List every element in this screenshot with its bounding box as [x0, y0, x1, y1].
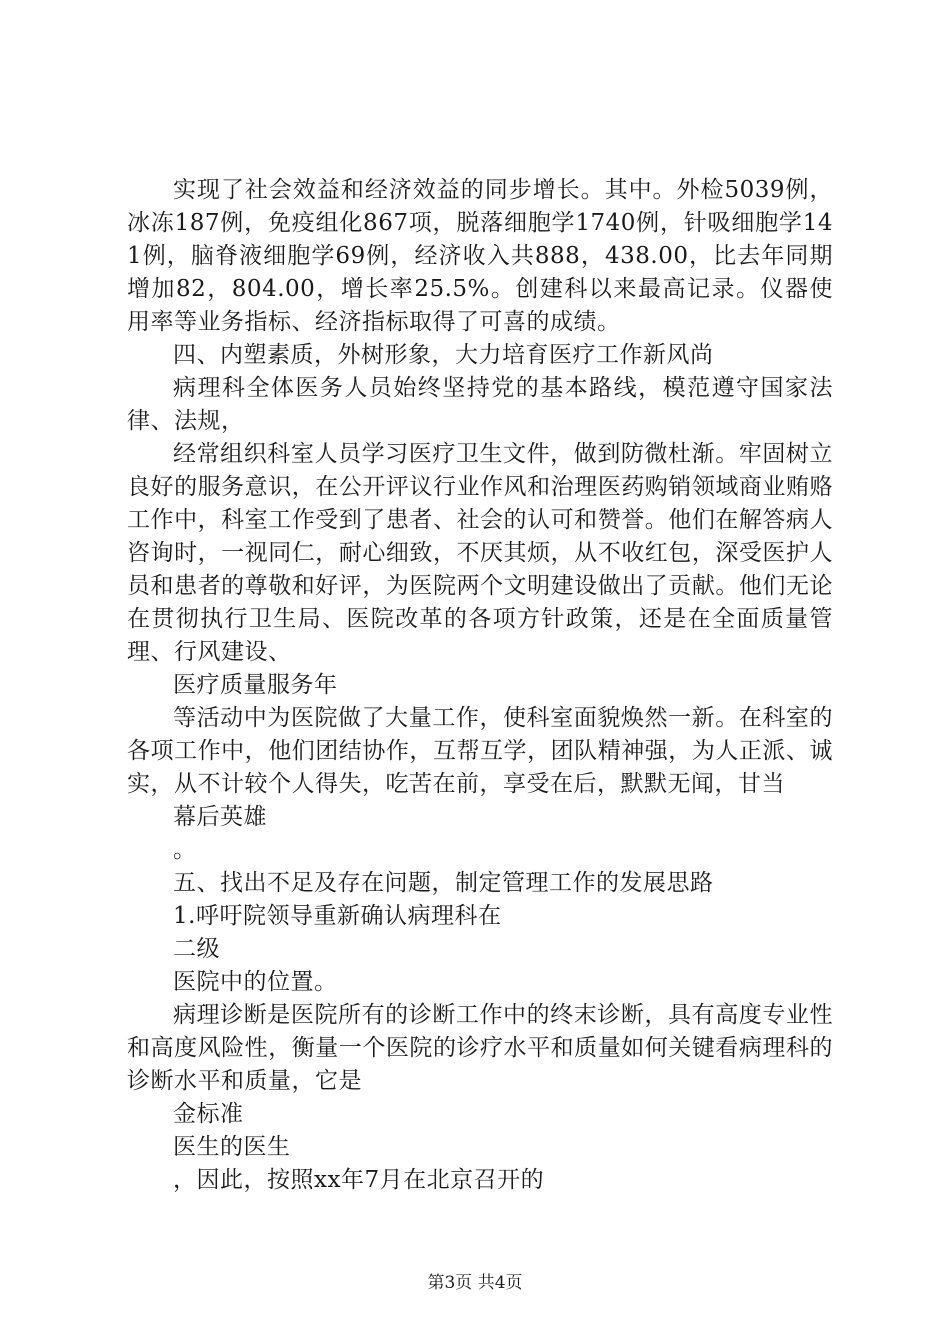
paragraph: 二级	[173, 936, 220, 962]
paragraph: 金标准	[173, 1101, 244, 1127]
paragraph: 幕后英雄	[173, 804, 267, 830]
paragraph: 医疗质量服务年	[173, 672, 338, 698]
page-number: 第3页 共4页	[427, 1273, 523, 1293]
paragraph: 经常组织科室人员学习医疗卫生文件，做到防微杜渐。牢固树立良好的服务意识，在公开评议行业作风和治理医药购销领域商业贿赂工作中，科室工作受到了患者、社会的认可和赞誉。他们在解答病人咨询时，一视同仁，耐心细致，不厌其烦，从不收红包，深受医护人员和患者的尊敬和好评，为医院两个文明建设做出了贡献。他们无论在贯彻执行卫生局、医院改革的各项方针政策，还是在全面质量管理、行风建设、	[127, 441, 833, 665]
paragraph: 1.呼吁院领导重新确认病理科在	[173, 903, 502, 929]
paragraph: ，因此，按照xx年7月在北京召开的	[173, 1167, 545, 1193]
section-heading: 五、找出不足及存在问题，制定管理工作的发展思路	[173, 870, 714, 896]
paragraph: 病理科全体医务人员始终坚持党的基本路线，模范遵守国家法律、法规，	[127, 375, 833, 434]
paragraph: 实现了社会效益和经济效益的同步增长。其中。外检5039例，冰冻187例，免疫组化867项，脱落细胞学1740例，针吸细胞学141例，脑脊液细胞学69例，经济收入共888，438.00，比去年同期增加82，804.00，增长率25.5%。创建科以来最高记录。仪器使用率等业务指标、经济指标取得了可喜的成绩。	[127, 177, 833, 335]
paragraph: 等活动中为医院做了大量工作，使科室面貌焕然一新。在科室的各项工作中，他们团结协作，互帮互学，团队精神强，为人正派、诚实，从不计较个人得失，吃苦在前，享受在后，默默无闻，甘当	[127, 705, 833, 797]
paragraph: 病理诊断是医院所有的诊断工作中的终末诊断，具有高度专业性和高度风险性，衡量一个医院的诊疗水平和质量如何关键看病理科的诊断水平和质量，它是	[127, 1002, 833, 1094]
document-body	[127, 174, 833, 1197]
section-heading: 四、内塑素质，外树形象，大力培育医疗工作新风尚	[173, 342, 714, 368]
paragraph: 医院中的位置。	[173, 969, 338, 995]
paragraph: 。	[173, 837, 197, 863]
page-footer	[0, 1272, 950, 1294]
paragraph: 医生的医生	[173, 1134, 291, 1160]
